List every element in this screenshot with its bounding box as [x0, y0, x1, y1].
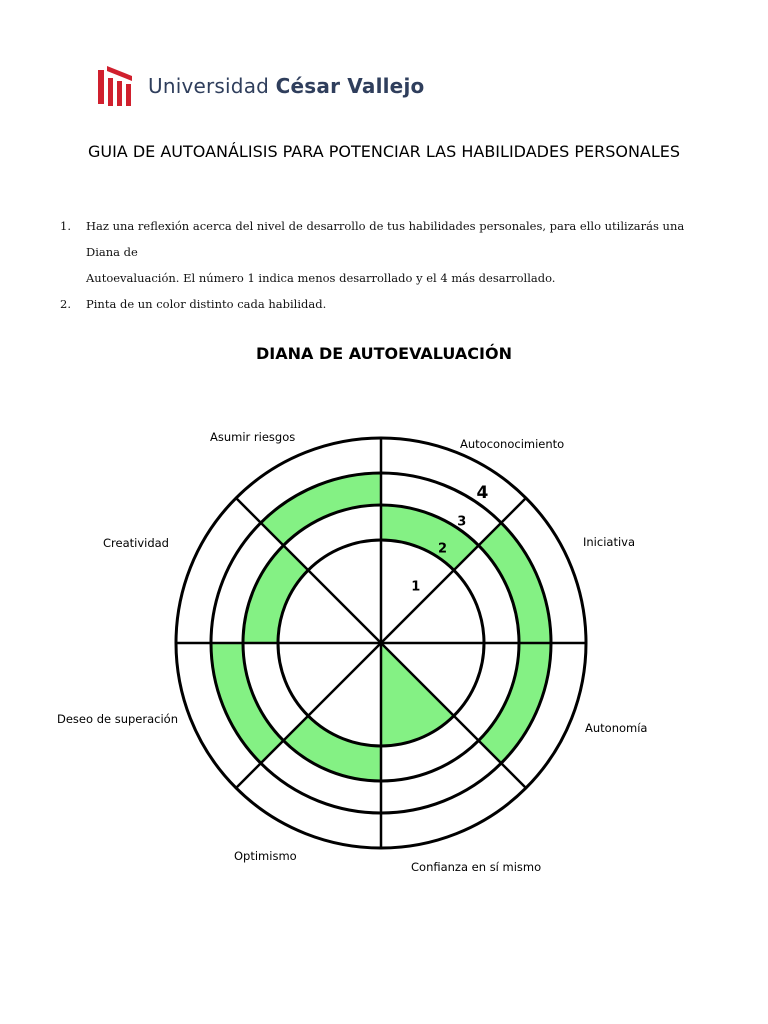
- label-autoconocimiento: Autoconocimiento: [460, 437, 565, 451]
- ring-number-label: 3: [457, 514, 467, 530]
- label-deseo-de-superacion: Deseo de superación: [57, 712, 178, 726]
- page-title: GUIA DE AUTOANÁLISIS PARA POTENCIAR LAS HABILIDADES PERSONALES: [87, 142, 681, 161]
- diana-title: DIANA DE AUTOEVALUACIÓN: [256, 344, 512, 363]
- ring-number-label: 1: [411, 579, 421, 595]
- label-asumir-riesgos: Asumir riesgos: [210, 430, 296, 444]
- university-name: Universidad César Vallejo: [148, 74, 425, 98]
- ring-number-label: 4: [476, 482, 489, 503]
- label-autonomia: Autonomía: [585, 721, 648, 735]
- instruction-item: 1. Haz una reflexión acerca del nivel de desarrollo de tus habilidades personales, para ello utilizarás una Diana de: [60, 213, 700, 265]
- ring-number-label: 2: [437, 541, 448, 557]
- label-optimismo: Optimismo: [234, 849, 297, 863]
- instruction-text: Pinta de un color distinto cada habilidad.: [86, 297, 327, 311]
- instruction-continuation: Autoevaluación. El número 1 indica menos desarrollado y el 4 más desarrollado.: [86, 271, 556, 285]
- instruction-text: Haz una reflexión acerca del nivel de desarrollo de tus habilidades personales, para ello utilizarás una Diana de: [86, 219, 685, 259]
- label-confianza-en-si-mismo: Confianza en sí mismo: [411, 860, 542, 874]
- instruction-item: 2. Pinta de un color distinto cada habilidad.: [60, 291, 700, 317]
- label-creatividad: Creatividad: [103, 536, 169, 550]
- label-iniciativa: Iniciativa: [583, 535, 635, 549]
- sector-fill-confianza-en-s-mismo: [381, 643, 454, 746]
